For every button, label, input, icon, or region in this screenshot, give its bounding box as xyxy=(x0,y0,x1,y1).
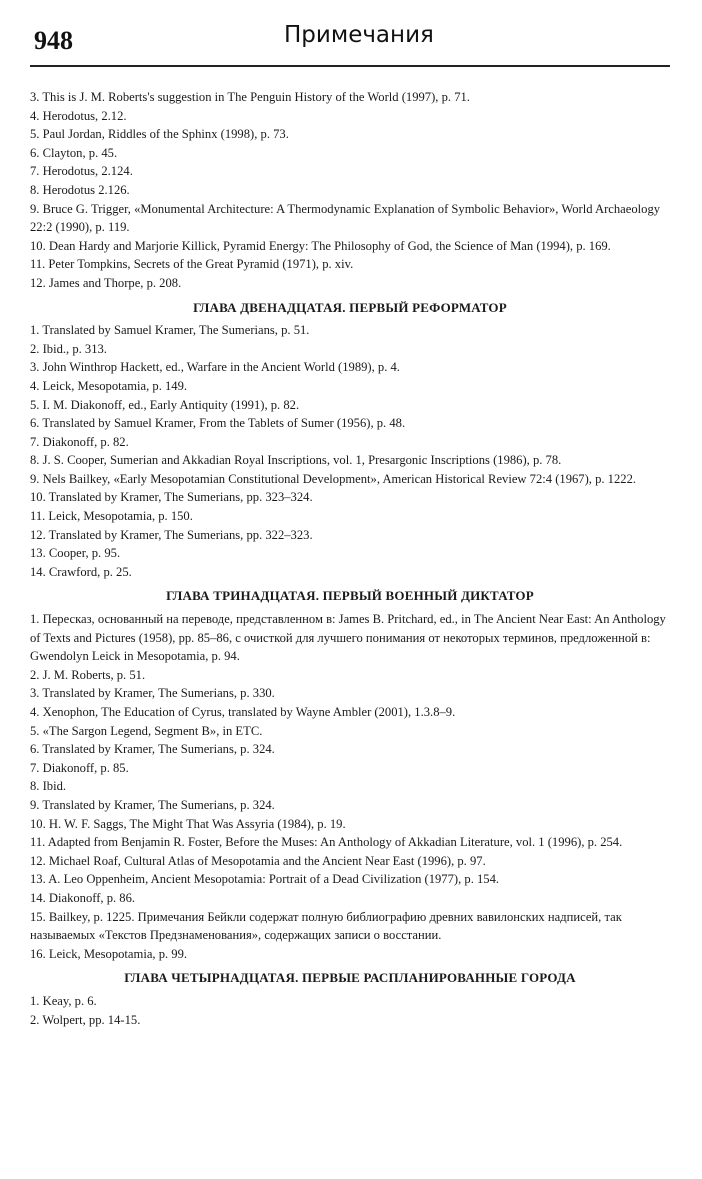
note-item: 7. Diakonoff, p. 85. xyxy=(30,760,129,775)
note-item: 5. Paul Jordan, Riddles of the Sphinx (1998), p. 73. xyxy=(30,127,289,142)
note-item: 8. Herodotus 2.126. xyxy=(30,182,130,197)
note-item: 12. Michael Roaf, Cultural Atlas of Mesopotamia and the Ancient Near East (1996), p. 97. xyxy=(30,853,486,868)
note-item: 3. John Winthrop Hackett, ed., Warfare in the Ancient World (1989), p. 4. xyxy=(30,360,400,375)
note-item: 12. Translated by Kramer, The Sumerians, pp. 322–323. xyxy=(30,527,313,542)
notes-list xyxy=(30,321,670,581)
note-item: 1. Пересказ, основанный на переводе, представленном в: James B. Pritchard, ed., in The Ancient Near East: An Anthology of Texts and Pictures (1958), pp. 85–86, с очисткой для лучшего понимания от некоторых терминов, предложенной в: Gwendolyn Leick in Mesopotamia, p. 94. xyxy=(30,612,666,664)
note-item: 8. Ibid. xyxy=(30,779,67,794)
note-item: 5. «The Sargon Legend, Segment B», in ETC. xyxy=(30,723,263,738)
note-item: 15. Bailkey, p. 1225. Примечания Бейкли содержат полную библиографию древних вавилонских надписей, так называемых «Текстов Предзнаменования», содержащих записи о восстании. xyxy=(30,909,622,943)
note-item: 7. Herodotus, 2.124. xyxy=(30,164,133,179)
note-item: 4. Xenophon, The Education of Cyrus, translated by Wayne Ambler (2001), 1.3.8–9. xyxy=(30,705,456,719)
page-number: 948 xyxy=(34,26,73,55)
chapter-heading: ГЛАВА ТРИНАДЦАТАЯ. ПЕРВЫЙ ВОЕННЫЙ ДИКТАТОР xyxy=(166,588,534,604)
notes-list xyxy=(30,992,670,1029)
note-item: 9. Bruce G. Trigger, «Monumental Architecture: A Thermodynamic Explanation of Symbolic Behavior», World Archaeology 22:2 (1990), p. 119. xyxy=(30,201,661,235)
note-item: 12. James and Thorpe, p. 208. xyxy=(30,275,182,290)
note-item: 6. Clayton, p. 45. xyxy=(30,145,118,160)
chapter-heading: ГЛАВА ЧЕТЫРНАДЦАТАЯ. ПЕРВЫЕ РАСПЛАНИРОВАННЫЕ ГОРОДА xyxy=(124,970,576,986)
note-item: 10. Dean Hardy and Marjorie Killick, Pyramid Energy: The Philosophy of God, the Science of Man (1994), p. 169. xyxy=(30,238,611,253)
notes-list xyxy=(30,88,670,293)
note-item: 9. Translated by Kramer, The Sumerians, p. 324. xyxy=(30,797,275,812)
note-item: 2. Ibid., p. 313. xyxy=(30,341,107,356)
note-item: 14. Diakonoff, p. 86. xyxy=(30,890,136,905)
note-item: 11. Adapted from Benjamin R. Foster, Before the Muses: An Anthology of Akkadian Literature, vol. 1 (1996), p. 254. xyxy=(30,835,623,850)
note-item: 10. H. W. F. Saggs, The Might That Was Assyria (1984), p. 19. xyxy=(30,816,346,831)
note-item: 4. Herodotus, 2.12. xyxy=(30,108,127,123)
note-item: 9. Nels Bailkey, «Early Mesopotamian Constitutional Development», American Historical Review 72:4 (1967), p. 1222. xyxy=(30,471,637,486)
note-item: 11. Peter Tompkins, Secrets of the Great Pyramid (1971), p. xiv. xyxy=(30,257,354,272)
notes-list xyxy=(30,610,670,963)
note-item: 16. Leick, Mesopotamia, p. 99. xyxy=(30,946,188,961)
note-item: 6. Translated by Kramer, The Sumerians, p. 324. xyxy=(30,742,275,757)
note-item: 1. Translated by Samuel Kramer, The Sumerians, p. 51. xyxy=(30,323,310,338)
note-item: 6. Translated by Samuel Kramer, From the Tablets of Sumer (1956), p. 48. xyxy=(30,416,406,431)
note-item: 4. Leick, Mesopotamia, p. 149. xyxy=(30,378,188,393)
note-item: 13. A. Leo Oppenheim, Ancient Mesopotamia: Portrait of a Dead Civilization (1977), p. 154. xyxy=(30,872,500,887)
page-header xyxy=(30,22,670,66)
note-item: 11. Leick, Mesopotamia, p. 150. xyxy=(30,509,193,524)
note-item: 14. Crawford, p. 25. xyxy=(30,564,132,579)
note-item: 3. Translated by Kramer, The Sumerians, p. 330. xyxy=(30,686,275,701)
chapter-heading: ГЛАВА ДВЕНАДЦАТАЯ. ПЕРВЫЙ РЕФОРМАТОР xyxy=(193,299,507,315)
note-item: 2. J. M. Roberts, p. 51. xyxy=(30,667,146,682)
header-rule xyxy=(30,65,670,67)
note-item: 3. This is J. M. Roberts's suggestion in The Penguin History of the World (1997), p. 71. xyxy=(30,90,470,104)
note-item: 1. Keay, p. 6. xyxy=(30,993,97,1008)
notes-body xyxy=(30,88,670,1029)
note-item: 8. J. S. Cooper, Sumerian and Akkadian Royal Inscriptions, vol. 1, Presargonic Inscriptions (1986), p. 78. xyxy=(30,453,562,468)
note-item: 7. Diakonoff, p. 82. xyxy=(30,434,129,449)
running-title: Примечания xyxy=(284,22,434,48)
note-item: 13. Cooper, p. 95. xyxy=(30,546,121,561)
note-item: 2. Wolpert, pp. 14-15. xyxy=(30,1012,141,1027)
note-item: 5. I. M. Diakonoff, ed., Early Antiquity (1991), p. 82. xyxy=(30,397,300,412)
note-item: 10. Translated by Kramer, The Sumerians, pp. 323–324. xyxy=(30,490,313,505)
